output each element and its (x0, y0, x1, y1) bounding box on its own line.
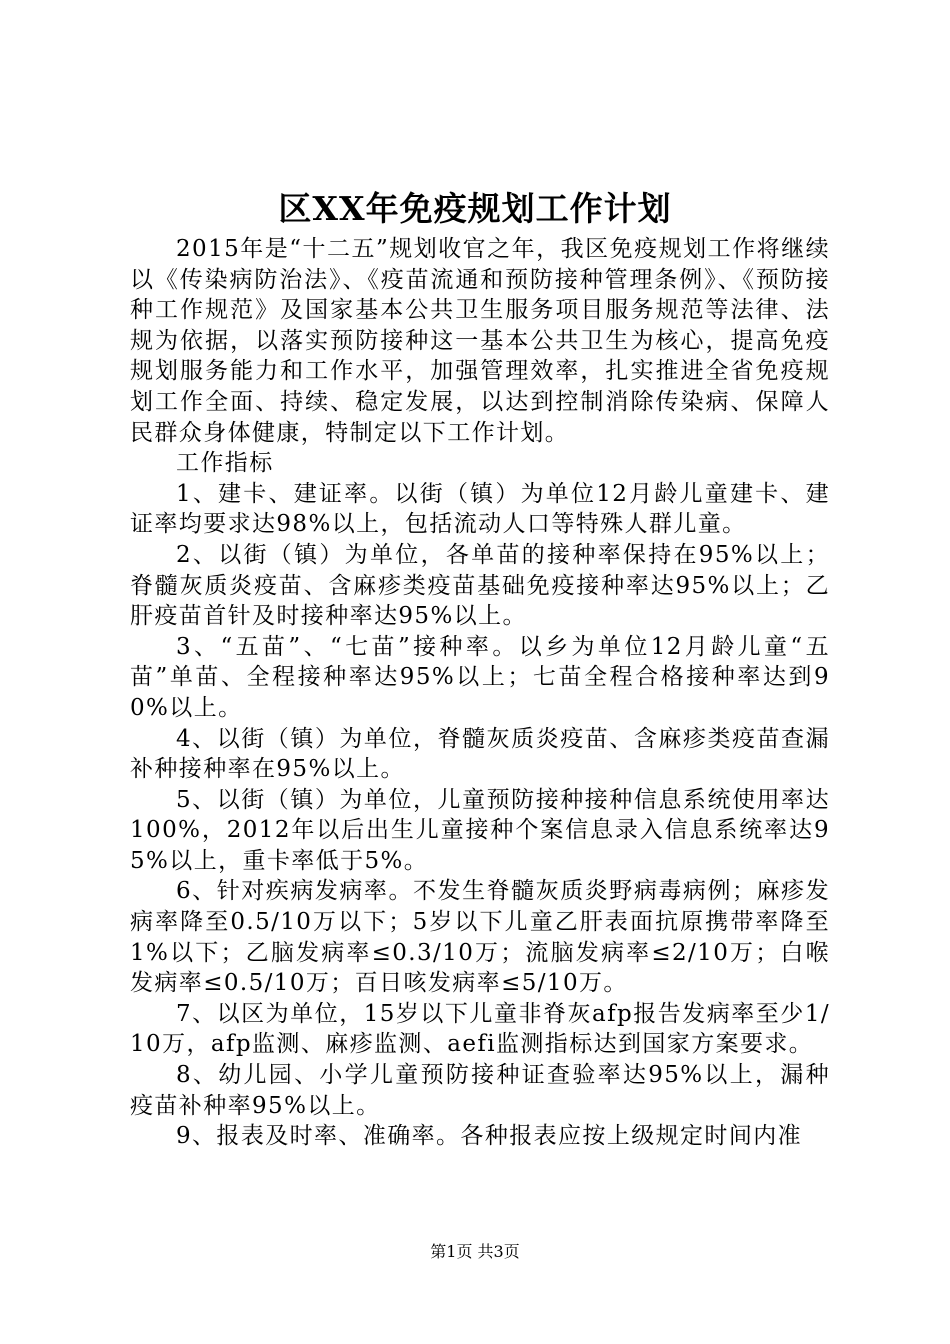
paragraph-item-8: 8、幼儿园、小学儿童预防接种证查验率达95%以上，漏种疫苗补种率95%以上。 (130, 1062, 830, 1119)
paragraph-section-heading: 工作指标 (176, 450, 274, 477)
paragraph-item-1: 1、建卡、建证率。以街（镇）为单位12月龄儿童建卡、建证率均要求达98%以上，包括流动人口等特殊人群儿童。 (130, 480, 830, 538)
paragraph-item-2: 2、以街（镇）为单位，各单苗的接种率保持在95%以上；脊髓灰质炎疫苗、含麻疹类疫苗基础免疫接种率达95%以上；乙肝疫苗首针及时接种率达95%以上。 (130, 541, 830, 630)
paragraph-item-5: 5、以街（镇）为单位，儿童预防接种接种信息系统使用率达100%，2012年以后出生儿童接种个案信息录入信息系统率达95%以上，重卡率低于5%。 (130, 786, 830, 874)
document-title: 区XX年免疫规划工作计划 (278, 189, 672, 228)
page-footer: 第1页 共3页 (430, 1242, 520, 1261)
paragraph-item-3: 3、“五苗”、“七苗”接种率。以乡为单位12月龄儿童“五苗”单苗、全程接种率达95%以上；七苗全程合格接种率达到90%以上。 (130, 633, 830, 721)
paragraph-item-4: 4、以街（镇）为单位，脊髓灰质炎疫苗、含麻疹类疫苗查漏补种接种率在95%以上。 (130, 725, 830, 783)
paragraph-item-9: 9、报表及时率、准确率。各种报表应按上级规定时间内准 (176, 1123, 803, 1150)
paragraph-item-7: 7、以区为单位，15岁以下儿童非脊灰afp报告发病率至少1/10万，afp监测、麻疹监测、aefi监测指标达到国家方案要求。 (130, 1000, 830, 1058)
paragraph-item-6: 6、针对疾病发病率。不发生脊髓灰质炎野病毒病例；麻疹发病率降至0.5/10万以下；5岁以下儿童乙肝表面抗原携带率降至1%以下；乙脑发病率≤0.3/10万；流脑发病率≤2/10万；白喉发病率≤0.5/10万；百日咳发病率≤5/10万。 (130, 878, 830, 997)
paragraph-intro: 2015年是“十二五”规划收官之年，我区免疫规划工作将继续以《传染病防治法》、《疫苗流通和预防接种管理条例》、《预防接种工作规范》及国家基本公共卫生服务项目服务规范等法律、法规为依据，以落实预防接种这一基本公共卫生为核心，提高免疫规划服务能力和工作水平，加强管理效率，扎实推进全省免疫规划工作全面、持续、稳定发展，以达到控制消除传染病、保障人民群众身体健康，特制定以下工作计划。 (130, 236, 830, 446)
document-body (130, 234, 830, 1152)
